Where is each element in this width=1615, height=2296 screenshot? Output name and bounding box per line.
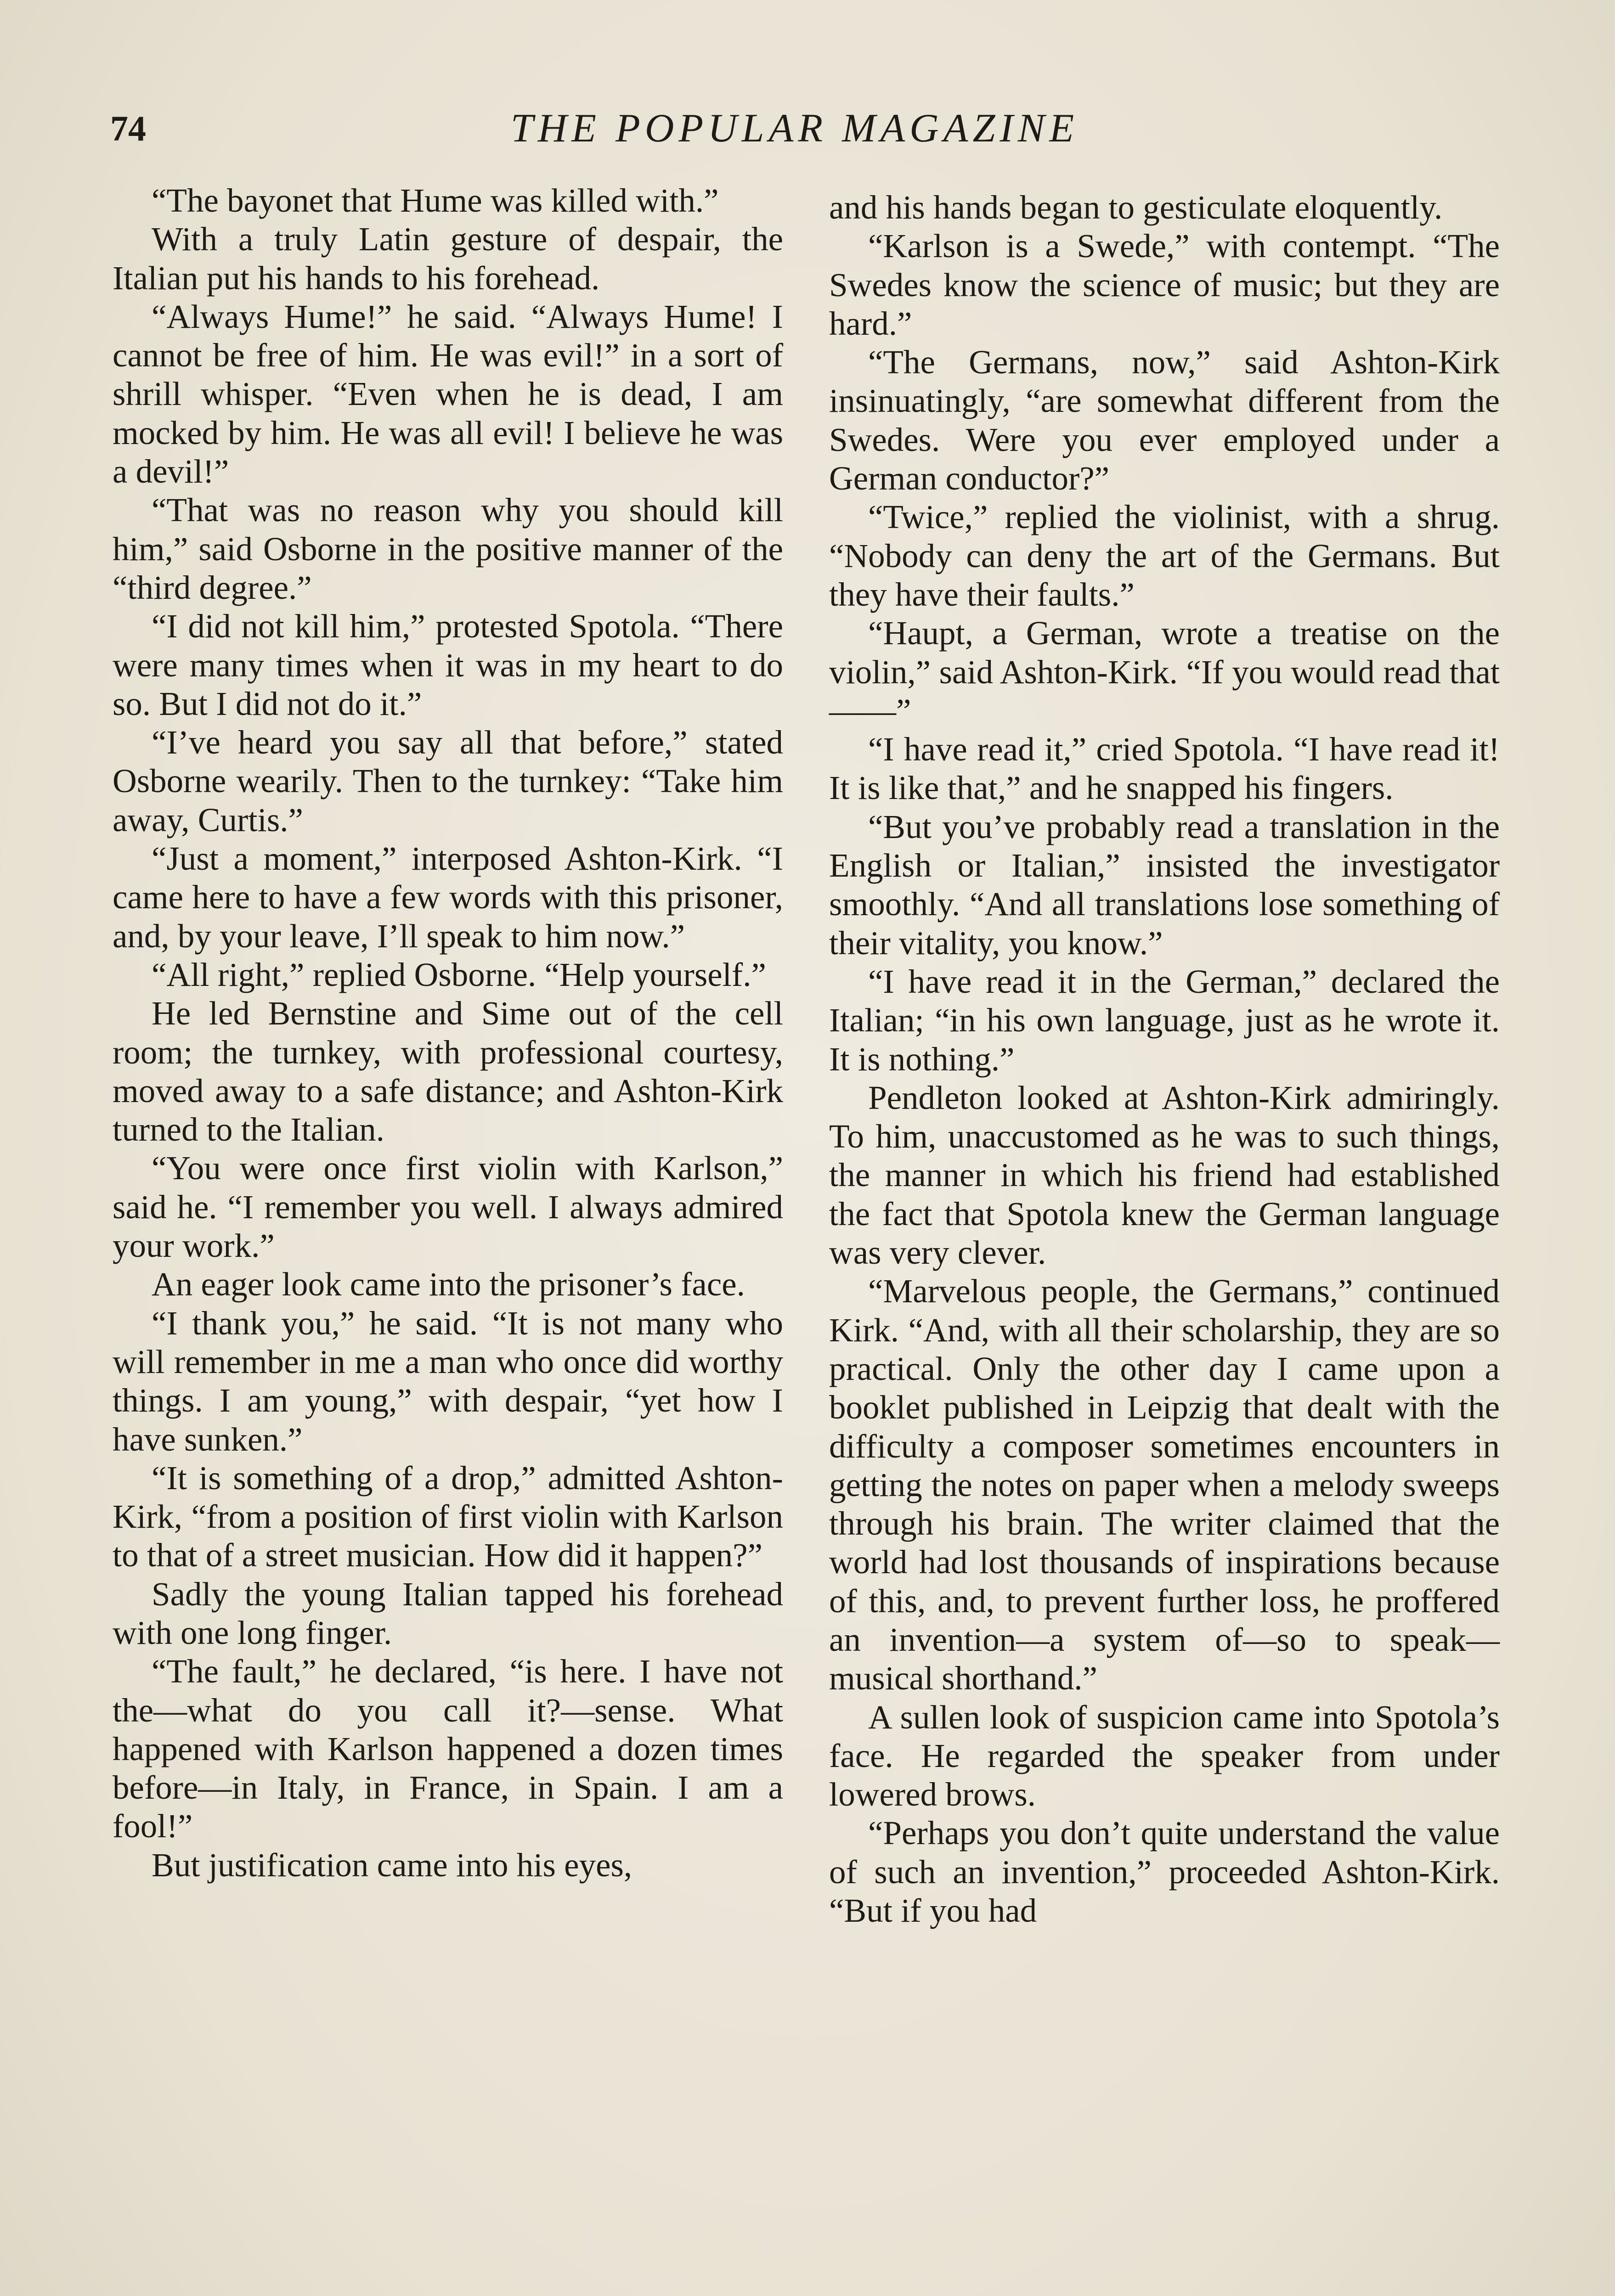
page-header xyxy=(110,103,1479,154)
paragraph: “It is something of a drop,” admitted Ashton-Kirk, “from a position of first violin with Karlson to that of a street musician. How did it happen?” xyxy=(113,1459,783,1574)
paragraph: “All right,” replied Osborne. “Help yourself.” xyxy=(152,956,766,993)
paragraph: “That was no reason why you should kill him,” said Osborne in the positive manner of the “third degree.” xyxy=(113,491,783,606)
paragraph: An eager look came into the prisoner’s face. xyxy=(152,1266,745,1303)
running-title: THE POPULAR MAGAZINE xyxy=(510,106,1079,151)
page-number: 74 xyxy=(110,108,146,148)
paragraph: “Twice,” replied the violinist, with a shrug. “Nobody can deny the art of the Germans. But they have their faults.” xyxy=(829,498,1500,613)
paragraph: “I thank you,” he said. “It is not many who will remember in me a man who once did worthy things. I am young,” with despair, “yet how I have sunken.” xyxy=(113,1304,783,1458)
paragraph: “I have read it,” cried Spotola. “I have read it! It is like that,” and he snapped his fingers. xyxy=(829,731,1500,807)
paragraph: “Always Hume!” he said. “Always Hume! I cannot be free of him. He was evil!” in a sort of shrill whisper. “Even when he is dead, I am mocked by him. He was all evil! I believe he was a devil!” xyxy=(113,298,783,490)
paragraph: “Karlson is a Swede,” with contempt. “The Swedes know the science of music; but they are hard.” xyxy=(829,227,1500,342)
paragraph: Sadly the young Italian tapped his forehead with one long finger. xyxy=(113,1575,783,1651)
paragraph: A sullen look of suspicion came into Spotola’s face. He regarded the speaker from under lowered brows. xyxy=(829,1698,1500,1813)
paragraph: With a truly Latin gesture of despair, the Italian put his hands to his forehead. xyxy=(113,220,783,297)
paragraph: “But you’ve probably read a translation in the English or Italian,” insisted the investigator smoothly. “And all translations lose something of their vitality, you know.” xyxy=(829,808,1500,962)
paragraph: But justification came into his eyes, xyxy=(152,1846,632,1884)
paragraph: “Just a moment,” interposed Ashton-Kirk. “I came here to have a few words with this prisoner, and, by your leave, I’ll speak to him now.” xyxy=(113,840,783,955)
right-text-column xyxy=(829,188,1500,1930)
paragraph: “The fault,” he declared, “is here. I have not the—what do you call it?—sense. What happened with Karlson happened a dozen times before—in Italy, in France, in Spain. I am a fool!” xyxy=(113,1653,783,1845)
paragraph: Pendleton looked at Ashton-Kirk admiringly. To him, unaccustomed as he was to such things, the manner in which his friend had established the fact that Spotola knew the German language was very clever. xyxy=(829,1079,1500,1272)
paragraph: “I have read it in the German,” declared the Italian; “in his own language, just as he wrote it. It is nothing.” xyxy=(829,962,1500,1078)
paragraph: “Marvelous people, the Germans,” continued Kirk. “And, with all their scholarship, they are so practical. Only the other day I came upon a booklet published in Leipzig that dealt with the difficulty a composer sometimes encounters in getting the notes on paper when a melody sweeps through his brain. The writer claimed that the world had lost thousands of inspirations because of this, and, to prevent further loss, he proffered an invention—a system of—so to speak—musical shorthand.” xyxy=(829,1272,1500,1697)
paragraph: “Haupt, a German, wrote a treatise on the violin,” said Ashton-Kirk. “If you would read that——” xyxy=(829,614,1500,729)
paragraph: “The bayonet that Hume was killed with.” xyxy=(152,182,719,219)
paragraph: “You were once first violin with Karlson,” said he. “I remember you well. I always admired your work.” xyxy=(113,1149,783,1265)
paragraph-continued: and his hands began to gesticulate eloquently. xyxy=(829,189,1443,226)
paragraph: “I did not kill him,” protested Spotola. “There were many times when it was in my heart to do so. But I did not do it.” xyxy=(113,608,783,722)
paragraph: “Perhaps you don’t quite understand the value of such an invention,” proceeded Ashton-Kirk. “But if you had xyxy=(829,1814,1500,1930)
paragraph: “The Germans, now,” said Ashton-Kirk insinuatingly, “are somewhat different from the Swedes. Were you ever employed under a German conductor?” xyxy=(829,343,1500,497)
paragraph: He led Bernstine and Sime out of the cell room; the turnkey, with professional courtesy, moved away to a safe distance; and Ashton-Kirk turned to the Italian. xyxy=(113,995,783,1148)
paragraph: “I’ve heard you say all that before,” stated Osborne wearily. Then to the turnkey: “Take him away, Curtis.” xyxy=(113,724,783,838)
left-text-column xyxy=(113,181,783,1885)
